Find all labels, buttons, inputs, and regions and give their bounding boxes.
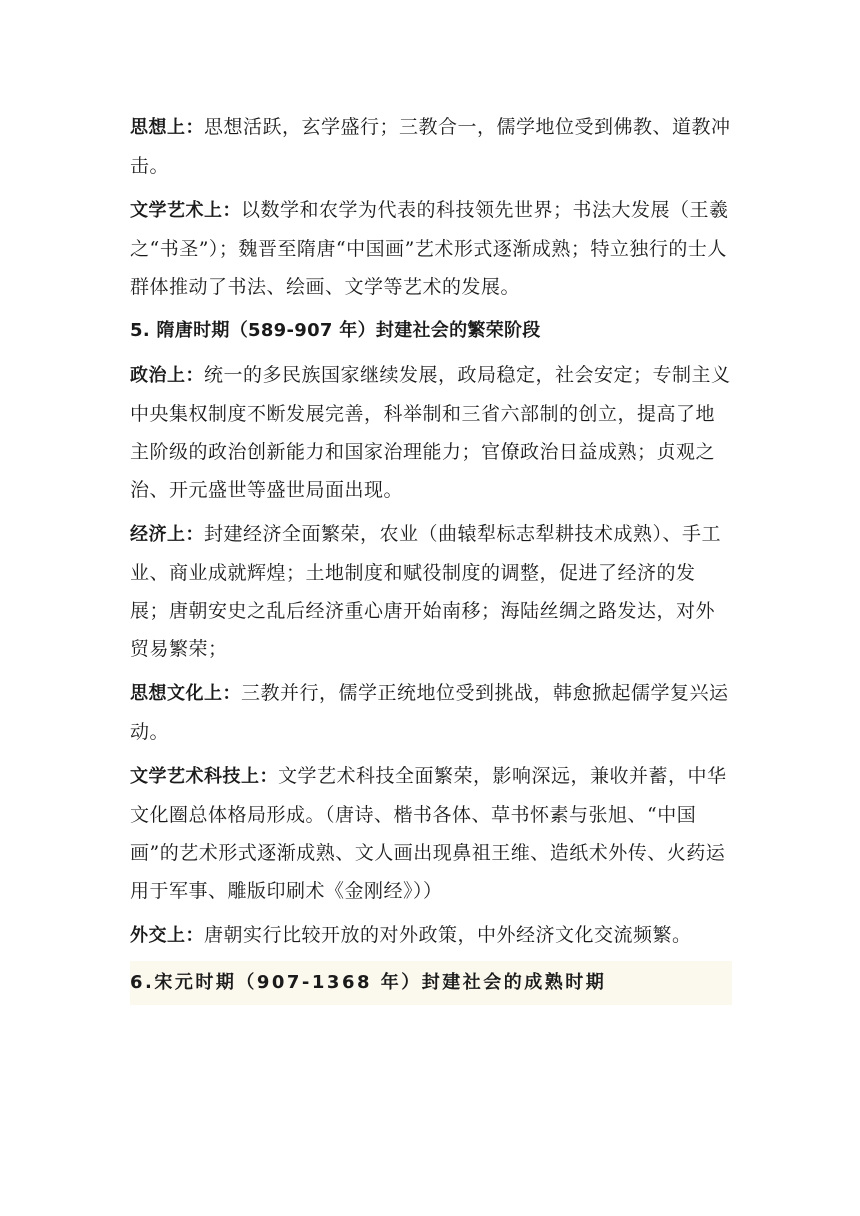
document-body <box>130 108 732 1005</box>
paragraph-diplomacy <box>130 916 732 955</box>
paragraph-text: 封建经济全面繁荣，农业（曲辕犁标志犁耕技术成熟）、手工业、商业成就辉煌；土地制度和赋役制度的调整，促进了经济的发展；唐朝安史之乱后经济重心唐开始南移；海陆丝绸之路发达，对外贸易繁荣； <box>130 523 722 660</box>
paragraph-label: 思想文化上： <box>130 683 241 704</box>
paragraph-thought <box>130 108 732 185</box>
paragraph-text: 思想活跃，玄学盛行；三教合一，儒学地位受到佛教、道教冲击。 <box>130 116 731 177</box>
paragraph-label: 文学艺术上： <box>130 200 241 221</box>
section-heading-song-yuan: 6.宋元时期（907-1368 年）封建社会的成熟时期 <box>130 961 732 1005</box>
paragraph-label: 外交上： <box>130 925 204 946</box>
paragraph-thought-culture <box>130 674 732 751</box>
section-heading-sui-tang: 5. 隋唐时期（589-907 年）封建社会的繁荣阶段 <box>130 320 541 341</box>
paragraph-label: 政治上： <box>130 365 204 386</box>
paragraph-text: 文学艺术科技全面繁荣，影响深远，兼收并蓄，中华文化圈总体格局形成。（唐诗、楷书各体、草书怀素与张旭、“中国画”的艺术形式逐渐成熟、文人画出现鼻祖王维、造纸术外传、火药运用于军事、雕版印刷术《金刚经》）） <box>130 765 727 902</box>
paragraph-label: 思想上： <box>130 117 204 138</box>
paragraph-politics <box>130 356 732 509</box>
paragraph-literature-art-science <box>130 757 732 910</box>
paragraph-label: 经济上： <box>130 524 204 545</box>
paragraph-text: 统一的多民族国家继续发展，政局稳定，社会安定；专制主义中央集权制度不断发展完善，科举制和三省六部制的创立，提高了地主阶级的政治创新能力和国家治理能力；官僚政治日益成熟；贞观之治、开元盛世等盛世局面出现。 <box>130 364 731 501</box>
paragraph-label: 文学艺术科技上： <box>130 766 278 787</box>
paragraph-literature-art <box>130 191 732 306</box>
paragraph-text: 以数学和农学为代表的科技领先世界；书法大发展（王羲之“书圣”）；魏晋至隋唐“中国画”艺术形式逐渐成熟；特立独行的士人群体推动了书法、绘画、文学等艺术的发展。 <box>130 199 729 298</box>
paragraph-economy <box>130 515 732 668</box>
paragraph-text: 唐朝实行比较开放的对外政策，中外经济文化交流频繁。 <box>204 924 692 946</box>
paragraph-text: 三教并行，儒学正统地位受到挑战，韩愈掀起儒学复兴运动。 <box>130 682 729 743</box>
